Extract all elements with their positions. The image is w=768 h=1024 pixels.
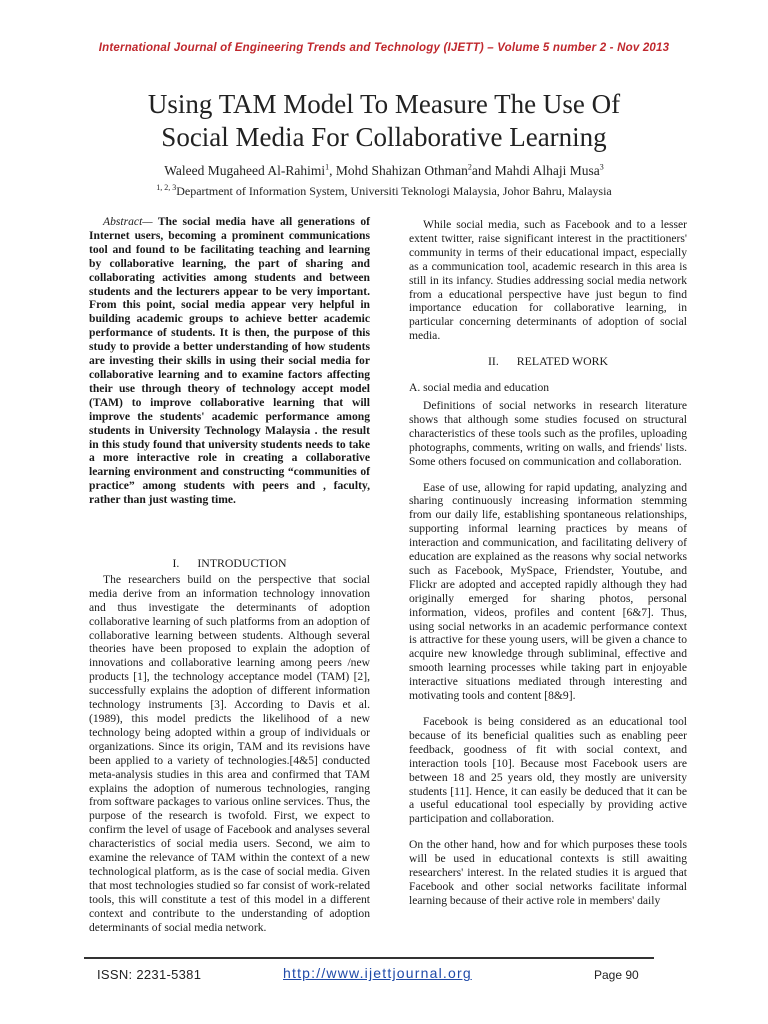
footer-issn: ISSN: 2231-5381 <box>97 967 202 982</box>
right-column <box>409 214 687 908</box>
section-heading-introduction <box>89 557 370 571</box>
author-3: and Mahdi Alhaji Musa <box>471 163 600 178</box>
right-intro-paragraph: While social media, such as Facebook and to a lesser extent twitter, raise significant interest in the practitioners' community in terms of their educational impact, especially as a communication tool, academic research in this area is still in its infancy. Studies addressing social media network from a educational perspective have just begun to find importance education for collaborative learning, in particular concerning determinants of adoption of social media. <box>409 218 687 343</box>
affiliation-sup: 1, 2, 3 <box>156 183 177 192</box>
author-3-sup: 3 <box>599 162 604 172</box>
footer-page-number: Page 90 <box>594 968 639 982</box>
related-paragraph-3: Facebook is being considered as an educational tool because of its beneficial qualities such as enabling peer feedback, goodness of fit with social context, and interaction tools [10]. Because most Facebook users are between 18 and 25 years old, they mostly are university students [11]. Hence, it can easily be deduced that it can be a useful educational tool especially by providing active participation and collaboration. <box>409 715 687 826</box>
section-title: RELATED WORK <box>516 354 608 369</box>
author-2-sup: 2 <box>467 162 472 172</box>
related-paragraph-1: Definitions of social networks in research literature shows that although some studies focused on structural characteristics of these tools such as the profiles, uploading photographs, comments, writing on walls, and friends' lists. Some others focused on communication and collaboration. <box>409 398 687 468</box>
journal-header: International Journal of Engineering Trends and Technology (IJETT) – Volume 5 number 2 - Nov 2013 <box>98 42 670 54</box>
title-line-1: Using TAM Model To Measure The Use Of <box>147 89 621 119</box>
author-1-sup: 1 <box>325 162 330 172</box>
paper-title <box>60 88 708 154</box>
section-number: II. <box>487 354 499 369</box>
affiliation <box>60 184 708 199</box>
section-title: INTRODUCTION <box>197 556 287 571</box>
section-number: I. <box>172 556 180 571</box>
abstract-label: Abstract— <box>103 215 153 228</box>
subsection-heading: A. social media and education <box>409 381 550 395</box>
related-paragraph-4: On the other hand, how and for which purposes these tools will be used in educational contexts is still awaiting researchers' interest. In the related studies it is argued that Facebook and other social networks facilitate informal learning because of their active role in members' daily <box>409 838 687 907</box>
left-column <box>89 215 370 935</box>
affiliation-text: Department of Information System, Universiti Teknologi Malaysia, Johor Bahru, Malaysia <box>176 184 612 198</box>
section-heading-related-work <box>409 355 687 369</box>
author-1: Waleed Mugaheed Al-Rahimi <box>164 163 326 178</box>
author-2: , Mohd Shahizan Othman <box>329 163 468 178</box>
title-line-2: Social Media For Collaborative Learning <box>161 122 607 152</box>
footer-journal-link[interactable]: http://www.ijettjournal.org <box>283 965 472 981</box>
author-list <box>60 163 708 179</box>
related-paragraph-2: Ease of use, allowing for rapid updating, analyzing and sharing continuously increasing information stemming from our daily life, establishing spontaneous relationships, supporting informal learning practices by means of interaction and communication, and facilitating delivery of education are explained as the reasons why social networks such as Facebook, MySpace, Friendster, Youtube, and Flickr are adopted and accepted rapidly although they had originally emerged for sharing photos, personal information, videos, profiles and content [6&7]. Thus, using social networks in an academic performance context is attractive for these young users, will be given a chance to acquire new knowledge through subliminal, effective and smooth learning processes while taking part in enjoyable interactive situations mediated through interesting and motivating tools and content [8&9]. <box>409 480 687 703</box>
abstract <box>89 215 370 507</box>
intro-paragraph: The researchers build on the perspective that social media derive from an information technology innovation and thus investigate the determinants of adoption collaborative learning of such platforms from an adoption of collaborative learning between students. Although several theories have been proposed to explain the adoption of innovations and collaborative learning among peers /new products [1], the technology acceptance model (TAM) [2], successfully explains the adoption of different information technology instruments [3]. According to Davis et al. (1989), this model predicts the likelihood of a new technology being adopted within a group of individuals or organizations. Since its origin, TAM and its revisions have been applied to a variety of technologies.[4&5] conducted meta-analysis studies in this area and confirmed that TAM explains the adoption of numerous technologies, ranging from software packages to various online services. Thus, the purpose of the research is twofold. First, we expect to confirm the level of usage of Facebook and analyses several characteristics of social media users. Second, we aim to examine the relevance of TAM within the context of a new technological platform, as is the case of social media. Given that most technologies studied so far consist of work-related tools, this will constitute a test of this model in a different context and contribute to the understanding of adoption determinants of social media network. <box>89 572 370 934</box>
abstract-text: The social media have all generations of Internet users, becoming a prominent communications tool and found to be facilitating teaching and learning by collaborative learning, the part of sharing and collaborating activities among students and between students and the lecturers appear to be very important. From this point, social media appear very helpful in building academic groups to achieve better academic performance of students. It is then, the purpose of this study to provide a better understanding of how students are investing their skills in using their social media for collaborative learning and to examine factors affecting their use through theory of technology accept model (TAM) to improve collaborative learning that will improve the students' academic performance among students in University Technology Malaysia . the result in this study found that university students needs to take a more interactive role in creating a collaborative learning environment and constructing “communities of practice” among students with peers and , faculty, rather than just wasting time. <box>89 215 370 507</box>
footer-divider <box>84 957 654 959</box>
